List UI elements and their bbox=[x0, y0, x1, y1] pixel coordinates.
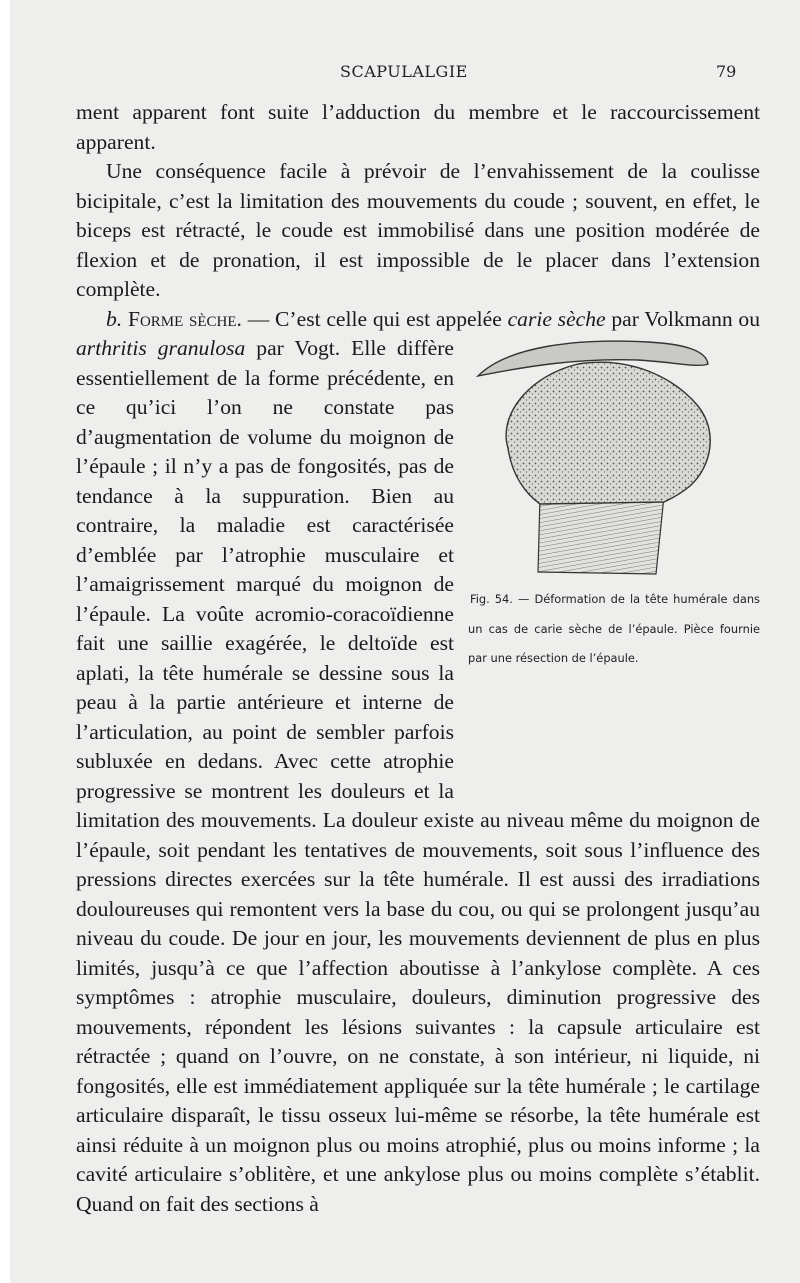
term-carie-seche: carie sèche bbox=[507, 306, 606, 331]
figure-label: Fig. 54. bbox=[470, 592, 513, 606]
section-heading: Forme sèche. bbox=[127, 306, 242, 331]
page-header bbox=[10, 62, 800, 82]
page-number: 79 bbox=[716, 62, 737, 81]
humeral-head-illustration bbox=[468, 336, 758, 582]
paragraph-3-text-c: par Vogt. Elle diffère essentiellement de la forme précédente, en ce qu’ici l’on ne constate pas d’augmentation de volume du moignon de l’épaule ; il n’y a pas de fongosités, pas de tendance à la suppuration. Bien au contraire, la maladie est caractérisée d’emblée par l’atrophie musculaire et l’amaigrissement marqué du moignon de l’épaule. La voûte acromio-coracoïdienne fait une saillie exagérée, le deltoïde est aplati, la tête humérale se dessine sous la peau à la partie antérieure et interne de l’articulation, au point de sembler parfois subluxée en dedans. Avec cette atrophie progressive se montrent les douleurs et la limitation des mouvements. La douleur existe au niveau même du moignon de l’épaule, soit pendant les tentatives de mouvements, soit sous l’influence des pressions directes exercées sur la tête humérale. Il est aussi des irradiations douloureuses qui remontent vers la base du cou, ou qui se prolongent jusqu’au niveau du coude. De jour en jour, les mouvements deviennent de plus en plus limités, jusqu’à ce que l’affection aboutisse à l’ankylose complète. A ces symptômes : atrophie musculaire, douleurs, diminution progressive des mouvements, répondent les lésions suivantes : la capsule articulaire est rétractée ; quand on l’ouvre, on ne constate, à son intérieur, ni liquide, ni fongosités, elle est immédiatement appliquée sur la tête humérale ; le cartilage articulaire disparaît, le tissu osseux lui-même se résorbe, la tête humérale est ainsi réduite à un moignon plus ou moins atrophié, plus ou moins informe ; la cavité articulaire s’oblitère, et une ankylose plus ou moins complète s’établit. Quand on fait des sections à bbox=[76, 336, 760, 1216]
running-title: SCAPULALGIE bbox=[340, 62, 468, 81]
paragraph-3 bbox=[76, 305, 760, 1220]
term-arthritis-granulosa: arthritis granulosa bbox=[76, 336, 246, 360]
body-text bbox=[76, 98, 760, 1219]
paragraph-3-text-a: — C’est celle qui est appelée bbox=[241, 306, 508, 331]
figure-caption-text: — Déformation de la tête humérale dans un cas de carie sèche de l’épaule. Pièce fournie par une résection de l’épaule. bbox=[468, 592, 760, 665]
paragraph-2: Une conséquence facile à prévoir de l’envahissement de la coulisse bicipitale, c’est la limitation des mouvements du coude ; souvent, en effet, le biceps est rétracté, le coude est immobilisé dans une position modérée de flexion et de pronation, il est impossible de le placer dans l’extension complète. bbox=[76, 159, 760, 301]
figure-54 bbox=[468, 336, 760, 796]
figure-caption bbox=[468, 592, 760, 665]
book-page bbox=[10, 0, 800, 1283]
paragraph-1: ment apparent font suite l’adduction du membre et le raccourcissement apparent. bbox=[76, 100, 760, 154]
paragraph-3-text-b: par Volkmann ou bbox=[605, 306, 760, 331]
section-marker: b. bbox=[106, 306, 123, 331]
